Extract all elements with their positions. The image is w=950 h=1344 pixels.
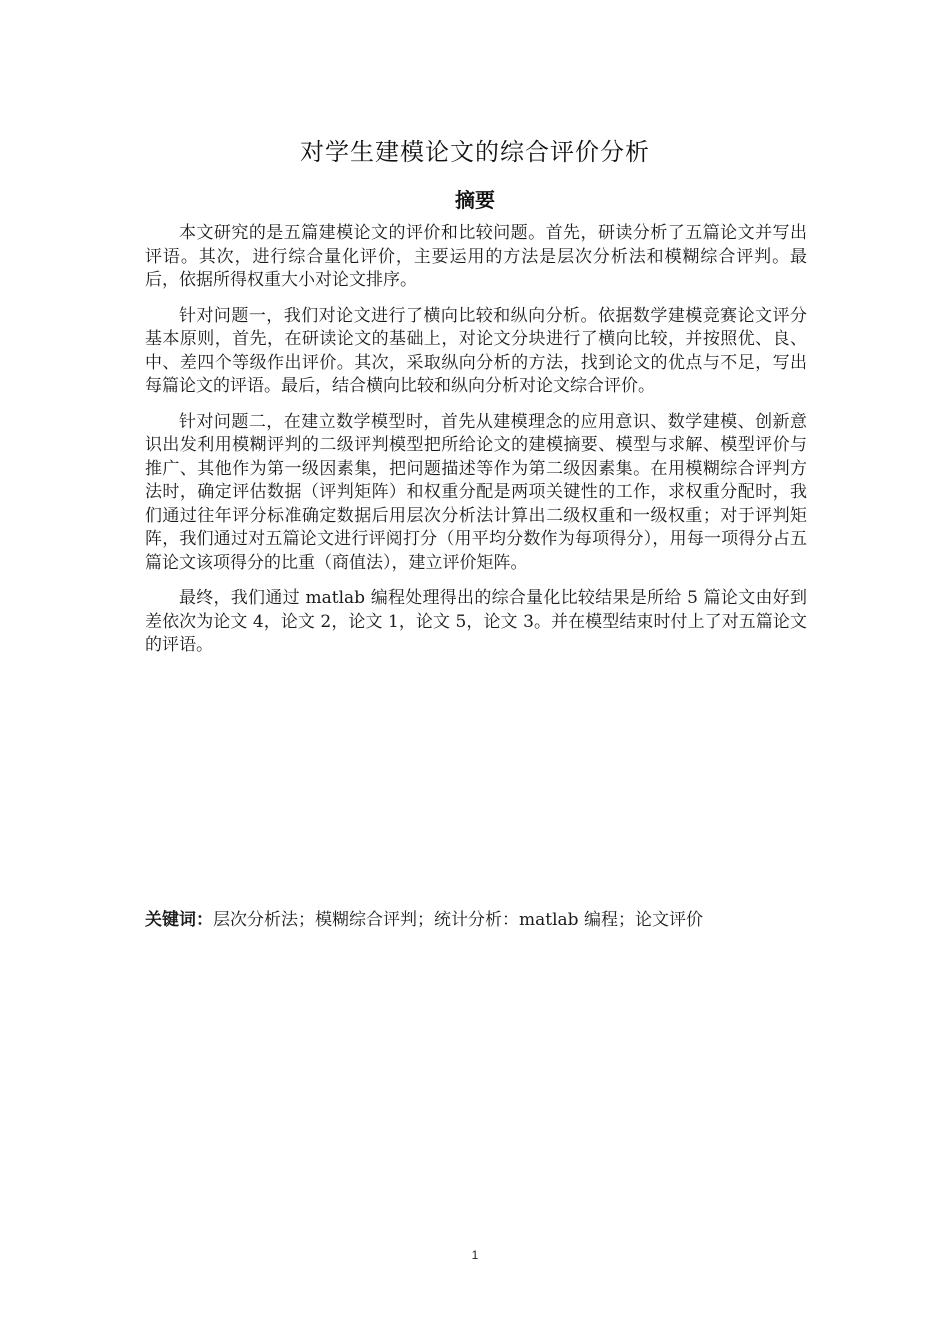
keywords-label: 关键词： xyxy=(145,910,213,930)
abstract-paragraph-1: 本文研究的是五篇建模论文的评价和比较问题。首先，研读分析了五篇论文并写出评语。其次，进行综合量化评价，主要运用的方法是层次分析法和模糊综合评判。最后，依据所得权重大小对论文排序。 xyxy=(145,223,807,290)
keywords-line xyxy=(145,908,807,932)
keywords-text: 层次分析法；模糊综合评判；统计分析：matlab 编程；论文评价 xyxy=(213,910,703,930)
abstract-body xyxy=(145,222,807,670)
paper-title: 对学生建模论文的综合评价分析 xyxy=(300,138,650,166)
abstract-paragraph-2: 针对问题一，我们对论文进行了横向比较和纵向分析。依据数学建模竞赛论文评分基本原则，首先，在研读论文的基础上，对论文分块进行了横向比较，并按照优、良、中、差四个等级作出评价。其次，采取纵向分析的方法，找到论文的优点与不足，写出每篇论文的评语。最后，结合横向比较和纵向分析对论文综合评价。 xyxy=(145,305,807,396)
page-number: 1 xyxy=(471,1248,479,1262)
abstract-paragraph-3: 针对问题二，在建立数学模型时，首先从建模理念的应用意识、数学建模、创新意识出发利用模糊评判的二级评判模型把所给论文的建模摘要、模型与求解、模型评价与推广、其他作为第一级因素集，把问题描述等作为第二级因素集。在用模糊综合评判方法时，确定评估数据（评判矩阵）和权重分配是两项关键性的工作，求权重分配时，我们通过往年评分标准确定数据后用层次分析法计算出二级权重和一级权重；对于评判矩阵，我们通过对五篇论文进行评阅打分（用平均分数作为每项得分），用每一项得分占五篇论文该项得分的比重（商值法），建立评价矩阵。 xyxy=(145,411,807,573)
abstract-paragraph-4: 最终，我们通过 matlab 编程处理得出的综合量化比较结果是所给 5 篇论文由好到差依次为论文 4，论文 2，论文 1，论文 5，论文 3。并在模型结束时付上了对五篇论文的评语。 xyxy=(145,588,807,655)
abstract-heading: 摘要 xyxy=(455,188,495,212)
